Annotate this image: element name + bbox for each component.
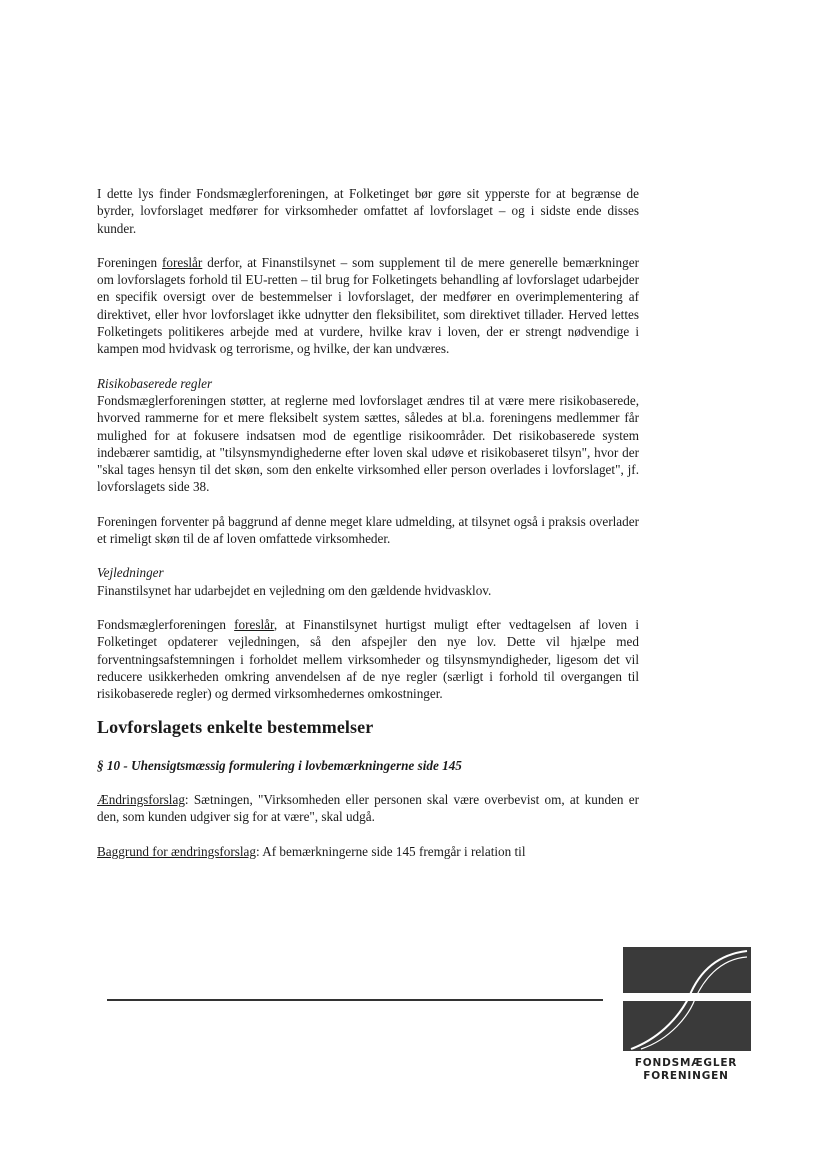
paragraph-proposal-guidance bbox=[97, 616, 639, 702]
logo-wordmark bbox=[619, 1057, 753, 1083]
risk-subtitle: Risikobaserede regler bbox=[97, 375, 213, 391]
proposal2-lead: Fondsmæglerforeningen bbox=[97, 616, 235, 632]
section-heading: Lovforslagets enkelte bestemmelser bbox=[97, 717, 374, 738]
proposal2-text: , at Finanstilsynet hurtigst muligt efter vedtagelsen af loven i Folketinget opdaterer vejledningen, så den afspejler den nye lov. Dette vil hjælpe med forventningsafstemningen i forholdet mellem virksomheder og tilsynsmyndigheder, ligesom det vil reducere usikkerheden omkring anvendelsen af de nye regler (særligt i forhold til overgangen til risikobaserede regler) og dermed virksomhedernes omkostninger. bbox=[97, 616, 640, 702]
paragraph-proposal-overview bbox=[97, 254, 639, 358]
change-label: Ændringsforslag bbox=[97, 792, 185, 808]
logo-mark-icon bbox=[623, 947, 751, 1051]
guidance-text: Finanstilsynet har udarbejdet en vejledning om den gældende hvidvasklov. bbox=[97, 582, 492, 598]
proposal2-keyword: foreslår bbox=[234, 616, 274, 632]
guidance-subtitle: Vejledninger bbox=[97, 565, 164, 581]
risk-text: Fondsmæglerforeningen støtter, at reglerne med lovforslaget ændres til at være mere risikobaserede, hvorved rammerne for et mere fleksibelt system sættes, således at bl.a. foreningens medlemmer får mulighed for at fokusere indsatsen mod de egentlige risikoområder. Det risikobaserede system indebærer samtidig, at "tilsynsmyndighederne efter loven skal udøve et risikobaseret tilsyn", hvor der "skal tages hensyn til det skøn, som den enkelte virksomhed eller person overlades i lovforslaget", jf. lovforslagets side 38. bbox=[97, 392, 639, 495]
section-subheading: § 10 - Uhensigtsmæssig formulering i lovbemærkningerne side 145 bbox=[97, 757, 462, 773]
change-text: : Sætningen, "Virksomheden eller personen skal være overbevist om, at kunden er den, som kunden udgiver sig for at være", skal udgå. bbox=[97, 792, 639, 825]
document-body bbox=[97, 185, 639, 877]
logo-line-2: FORENINGEN bbox=[643, 1070, 729, 1082]
proposal-lead: Foreningen bbox=[97, 254, 163, 270]
proposal-keyword: foreslår bbox=[162, 254, 203, 270]
proposal-text: derfor, at Finanstilsynet – som supplement til de mere generelle bemærkninger om lovforslagets forhold til EU-retten – til brug for Folketingets behandling af lovforslaget udarbejder en specifik oversigt over de bestemmelser i lovforslaget, der medfører en overimplementering af direktivet, eller hvor lovforslaget ikke udnytter den fleksibilitet, som direktivet tillader. Herved lettes Folketingets politikeres arbejde med at vurdere, hvilke krav i loven, der er strengt nødvendige i kampen mod hvidvask og terrorisme, og hvilke, der kan undværes. bbox=[97, 254, 639, 357]
background-label: Baggrund for ændringsforslag bbox=[97, 843, 256, 859]
background-text: : Af bemærkningerne side 145 fremgår i relation til bbox=[255, 843, 526, 859]
footer-rule bbox=[107, 999, 603, 1001]
paragraph-risk-based bbox=[97, 375, 639, 496]
paragraph-guidance bbox=[97, 564, 639, 599]
paragraph-intro: I dette lys finder Fondsmæglerforeningen, at Folketinget bør gøre sit ypperste for at begrænse de byrder, lovforslaget medfører for virksomheder omfattet af lovforslaget – og i sidste ende disses kunder. bbox=[97, 186, 639, 236]
paragraph-expectation: Foreningen forventer på baggrund af denne meget klare udmelding, at tilsynet også i praksis overlader et rimeligt skøn til de af loven omfattede virksomheder. bbox=[97, 513, 639, 547]
fondsmaegler-logo bbox=[619, 947, 753, 1083]
logo-line-1: FONDSMÆGLER bbox=[634, 1057, 738, 1069]
paragraph-change-proposal bbox=[97, 791, 639, 826]
paragraph-background bbox=[97, 843, 639, 860]
